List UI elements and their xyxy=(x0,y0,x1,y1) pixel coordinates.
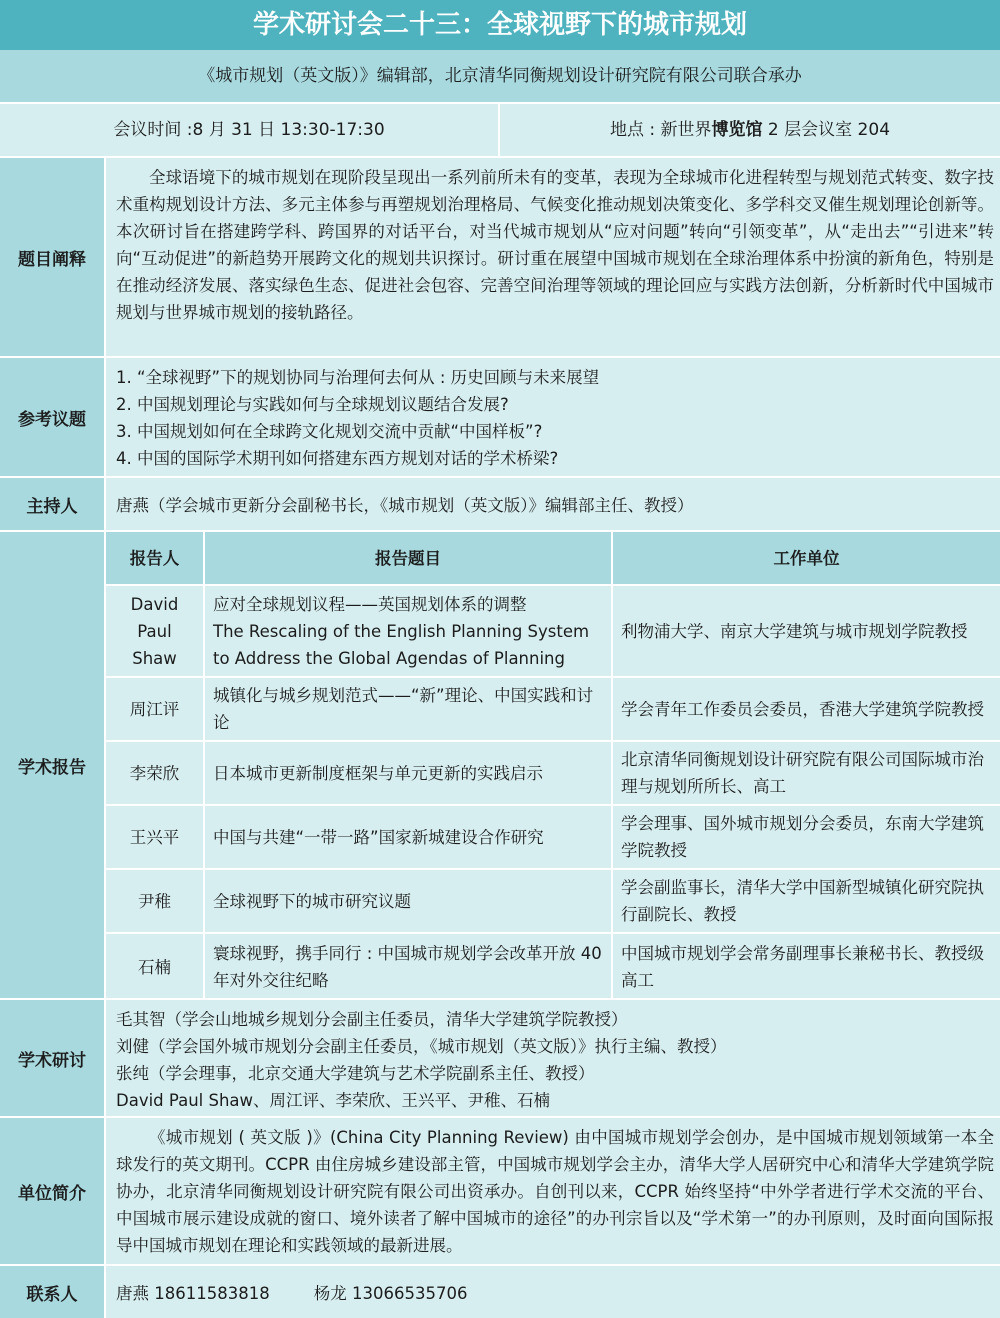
reference-list xyxy=(106,358,1000,476)
intro-text: 《城市规划 ( 英文版 )》(China City Planning Review) 由中国城市规划学会创办，是中国城市规划领域第一本全球发行的英文期刊。CCPR 由住房城乡建设部主管，中国城市规划学会主办，清华大学人居研究中心和清华大学建筑学院协办，北京清华同衡规划设计研究院有限公司出资承办。自创刊以来，CCPR 始终坚持“中外学者进行学术交流的平台、中国城市展示建设成就的窗口、境外读者了解中国城市的途径”的办刊宗旨以及“学术第一”的办刊原则，及时面向国际报导中国城市规划在理论和实践领域的最新进展。 xyxy=(116,1128,994,1255)
reports-table xyxy=(106,532,1000,998)
unit-cell: 学会副监事长，清华大学中国新型城镇化研究院执行副院长、教授 xyxy=(621,878,984,924)
reports-label: 学术报告 xyxy=(0,532,106,998)
discussant-item: David Paul Shaw、周江评、李荣欣、王兴平、尹稚、石楠 xyxy=(116,1091,551,1110)
contact-content xyxy=(106,1266,1000,1318)
unit-cell: 北京清华同衡规划设计研究院有限公司国际城市治理与规划所所长、高工 xyxy=(621,750,984,796)
topic-cell: 城镇化与城乡规划范式——“新”理论、中国实践和讨论 xyxy=(205,678,613,740)
discussion-section xyxy=(0,1000,1000,1118)
discussion-label: 学术研讨 xyxy=(0,1000,106,1116)
header-speaker: 报告人 xyxy=(106,532,205,584)
intro-section xyxy=(0,1118,1000,1266)
topic-text: 全球语境下的城市规划在现阶段呈现出一系列前所未有的变革，表现为全球城市化进程转型与规划范式转变、数字技术重构规划设计方法、多元主体参与再塑规划治理格局、气候变化推动规划决策变化、多学科交叉催生规划理论创新等。本次研讨旨在搭建跨学科、跨国界的对话平台，对当代城市规划从“应对问题”转向“引领变革”，从“走出去”“引进来”转向“互动促进”的新趋势开展跨文化的规划共识探讨。研讨重在展望中国城市规划在全球治理体系中扮演的新角色，特别是在推动经济发展、落实绿色生态、促进社会包容、完善空间治理等领域的理论回应与实践方法创新，分析新时代中国城市规划与世界城市规划的接轨路径。 xyxy=(116,168,994,322)
unit-cell: 中国城市规划学会常务副理事长兼秘书长、教授级高工 xyxy=(621,944,984,990)
reference-item: 4. 中国的国际学术期刊如何搭建东西方规划对话的学术桥梁? xyxy=(116,449,559,468)
intro-content xyxy=(106,1118,1000,1264)
topic-cell: 中国与共建“一带一路”国家新城建设合作研究 xyxy=(205,806,613,868)
table-row xyxy=(106,870,1000,934)
topic-section xyxy=(0,158,1000,358)
contact-label: 联系人 xyxy=(0,1266,106,1318)
topic-cell: 应对全球规划议程——英国规划体系的调整 The Rescaling of the English Planning System to Address the Global Agendas of Planning xyxy=(205,586,613,676)
reference-item: 1. “全球视野”下的规划协同与治理何去何从 : 历史回顾与未来展望 xyxy=(116,368,600,387)
table-row xyxy=(106,742,1000,806)
discussion-list xyxy=(106,1000,1000,1116)
time-location-row xyxy=(0,104,1000,158)
reference-item: 2. 中国规划理论与实践如何与全球规划议题结合发展? xyxy=(116,395,509,414)
contact-section xyxy=(0,1266,1000,1318)
unit-cell: 利物浦大学、南京大学建筑与城市规划学院教授 xyxy=(621,621,968,641)
table-row xyxy=(106,806,1000,870)
speaker-cell: 尹稚 xyxy=(106,870,205,932)
meeting-time: 会议时间 :8 月 31 日 13:30-17:30 xyxy=(0,104,500,156)
host-content xyxy=(106,478,1000,530)
topic-label: 题目阐释 xyxy=(0,158,106,356)
table-header xyxy=(106,532,1000,586)
organizer-line: 《城市规划（英文版）》编辑部，北京清华同衡规划设计研究院有限公司联合承办 xyxy=(0,50,1000,104)
reports-section xyxy=(0,532,1000,1000)
discussant-item: 刘健（学会国外城市规划分会副主任委员，《城市规划（英文版）》执行主编、教授） xyxy=(116,1037,727,1056)
topic-content xyxy=(106,158,1000,356)
reference-section xyxy=(0,358,1000,478)
topic-cell: 日本城市更新制度框架与单元更新的实践启示 xyxy=(205,742,613,804)
page-title: 学术研讨会二十三：全球视野下的城市规划 xyxy=(0,0,1000,50)
meeting-location: 地点 : 新世界博览馆 2 层会议室 204 xyxy=(609,120,891,140)
table-row xyxy=(106,934,1000,1000)
unit-cell: 学会理事、国外城市规划分会委员，东南大学建筑学院教授 xyxy=(621,814,984,860)
reference-label: 参考议题 xyxy=(0,358,106,476)
speaker-cell: 王兴平 xyxy=(106,806,205,868)
host-label: 主持人 xyxy=(0,478,106,530)
unit-cell: 学会青年工作委员会委员，香港大学建筑学院教授 xyxy=(621,699,984,719)
speaker-cell: David Paul Shaw xyxy=(106,586,205,676)
speaker-cell: 周江评 xyxy=(106,678,205,740)
table-row xyxy=(106,586,1000,678)
host-text: 唐燕（学会城市更新分会副秘书长，《城市规划（英文版）》编辑部主任、教授） xyxy=(116,495,694,515)
host-section xyxy=(0,478,1000,532)
header-unit: 工作单位 xyxy=(773,548,840,568)
speaker-cell: 李荣欣 xyxy=(106,742,205,804)
reference-item: 3. 中国规划如何在全球跨文化规划交流中贡献“中国样板”? xyxy=(116,422,543,441)
topic-cell: 全球视野下的城市研究议题 xyxy=(205,870,613,932)
discussant-item: 张纯（学会理事，北京交通大学建筑与艺术学院副系主任、教授） xyxy=(116,1064,595,1083)
intro-label: 单位简介 xyxy=(0,1118,106,1264)
contact-person-1: 唐燕 18611583818 xyxy=(116,1283,270,1303)
table-row xyxy=(106,678,1000,742)
header-topic: 报告题目 xyxy=(205,532,613,584)
speaker-cell: 石楠 xyxy=(106,934,205,1000)
topic-cell: 寰球视野，携手同行 : 中国城市规划学会改革开放 40 年对外交往纪略 xyxy=(205,934,613,1000)
contact-person-2: 杨龙 13066535706 xyxy=(313,1283,468,1303)
discussant-item: 毛其智（学会山地城乡规划分会副主任委员，清华大学建筑学院教授） xyxy=(116,1010,628,1029)
